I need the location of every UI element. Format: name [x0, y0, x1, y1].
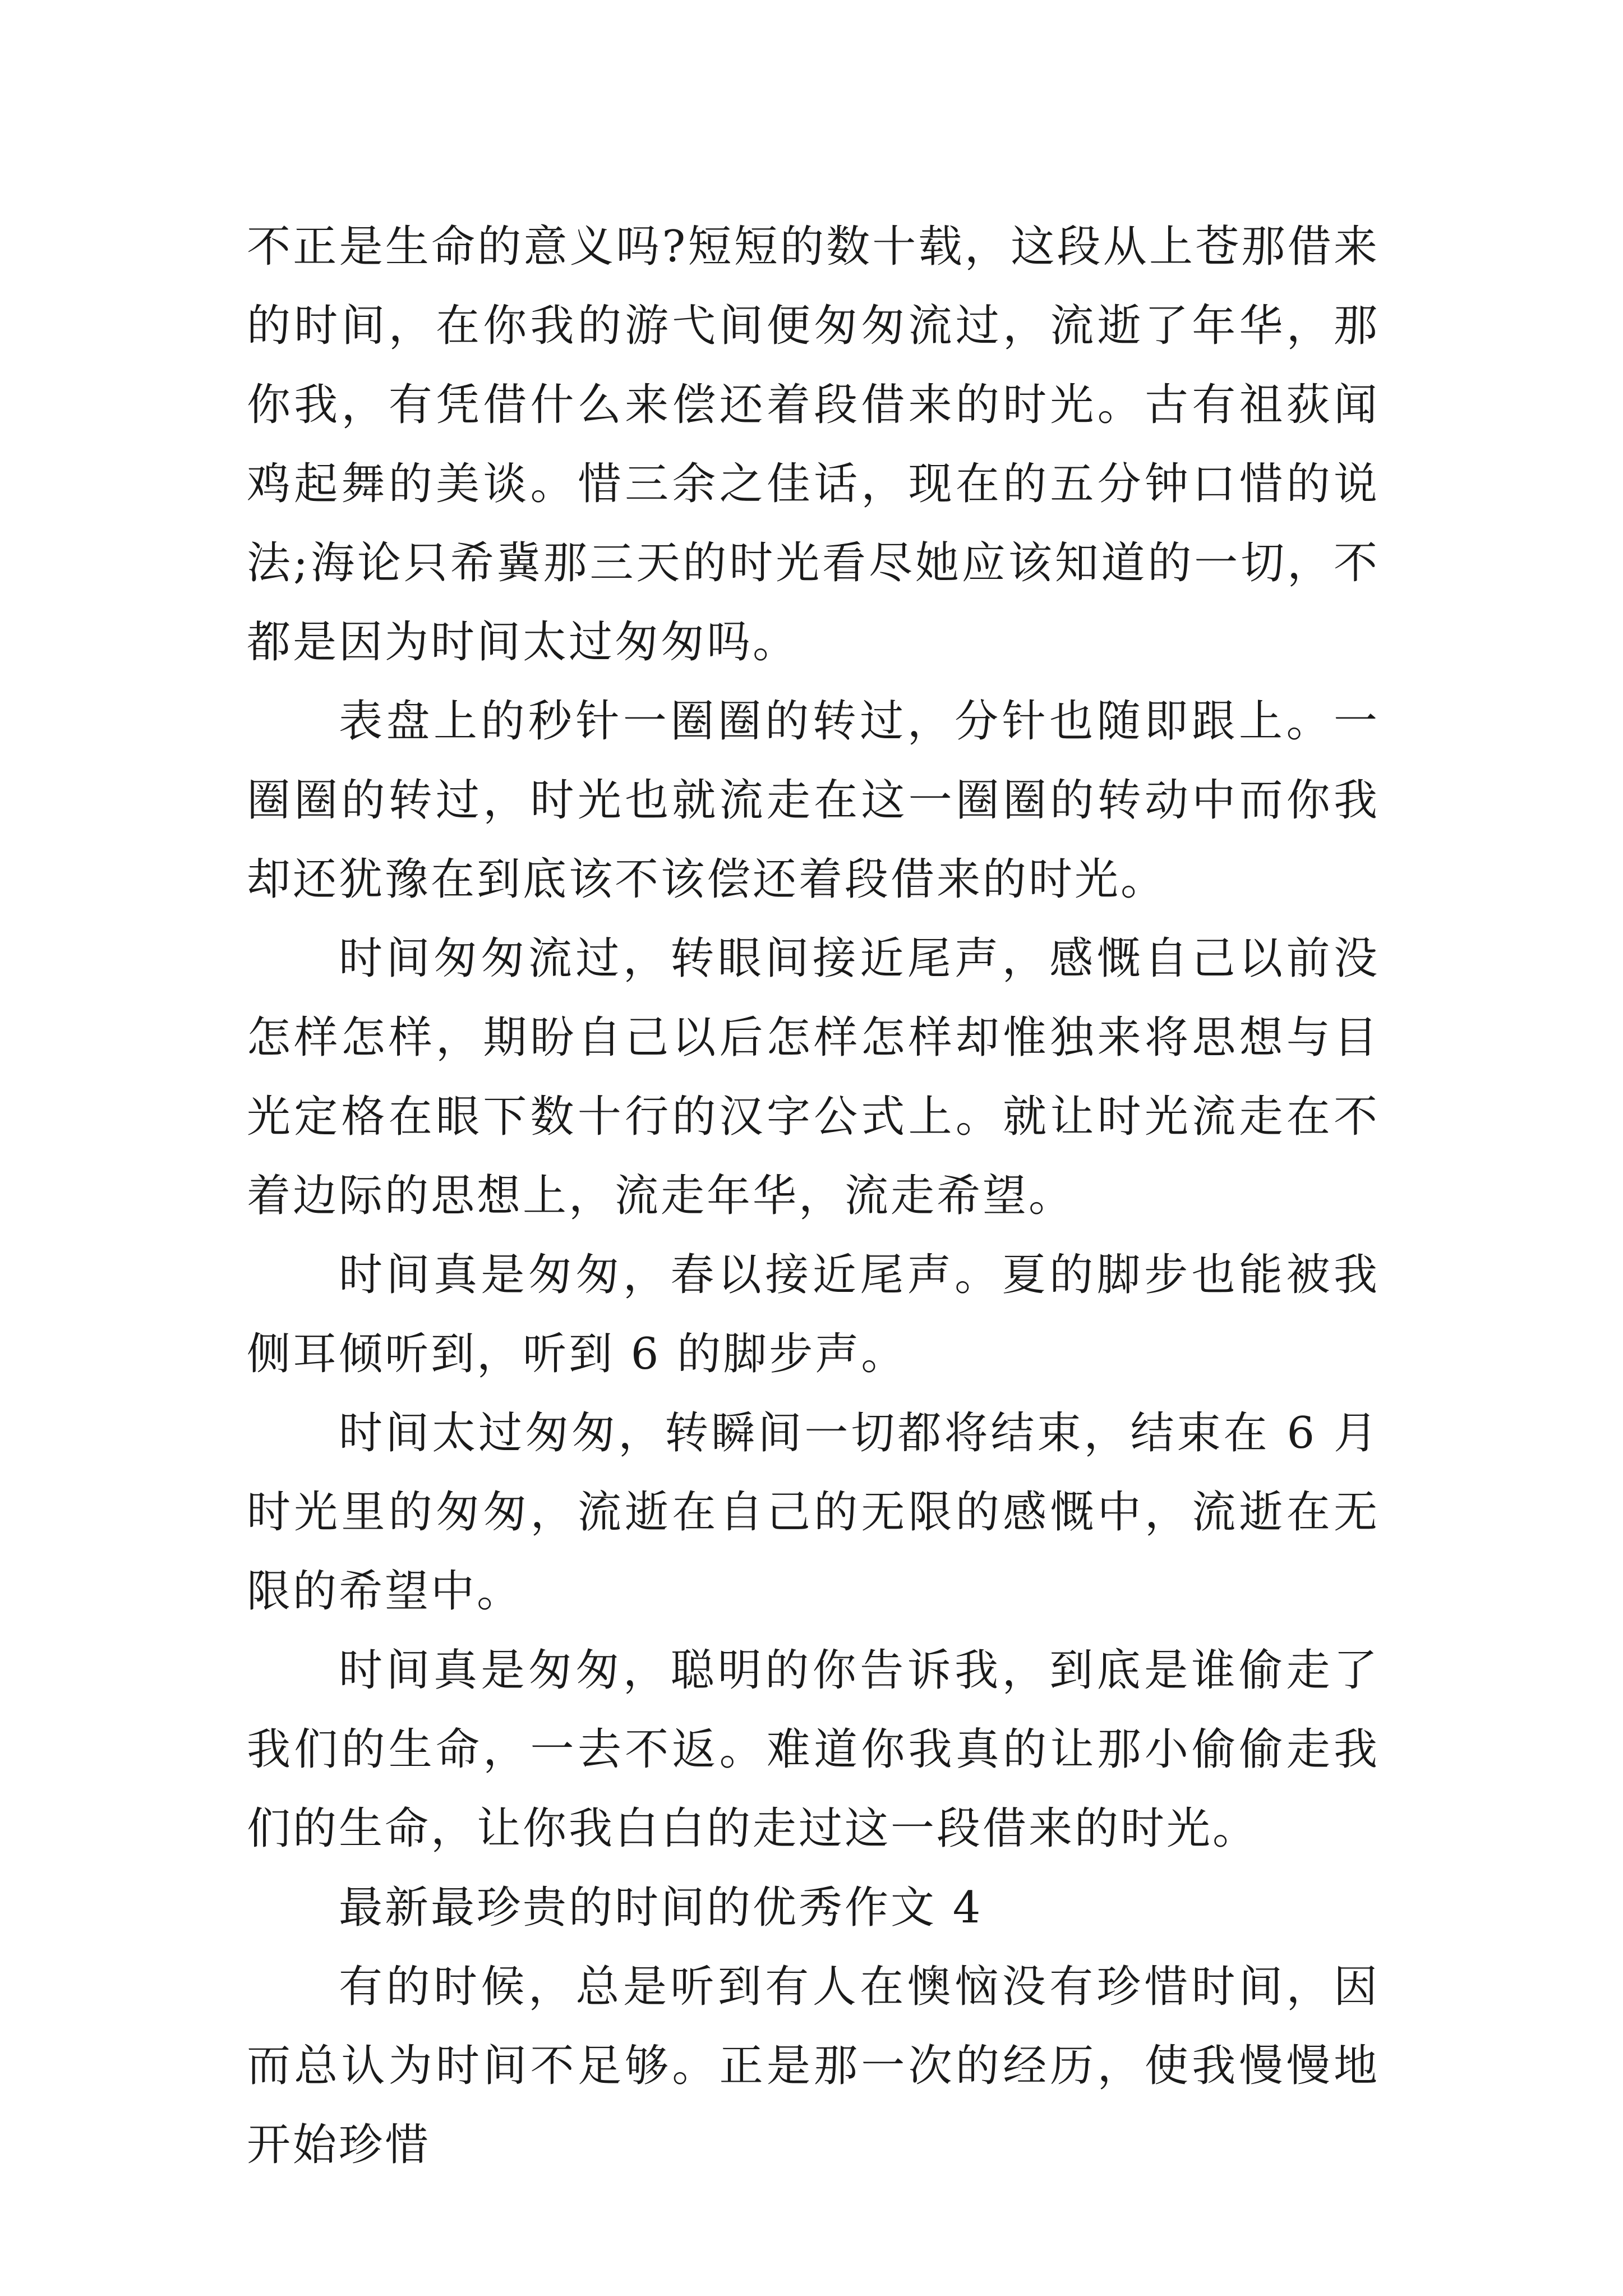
paragraph: 时间匆匆流过，转眼间接近尾声，感慨自己以前没怎样怎样，期盼自己以后怎样怎样却惟独来将思想与目光定格在眼下数十行的汉字公式上。就让时光流走在不着边际的思想上，流走年华，流走希望。 — [247, 933, 1380, 1221]
paragraph: 表盘上的秒针一圈圈的转过，分针也随即跟上。一圈圈的转过，时光也就流走在这一圈圈的转动中而你我却还犹豫在到底该不该偿还着段借来的时光。 — [247, 696, 1380, 905]
paragraph: 有的时候，总是听到有人在懊恼没有珍惜时间，因而总认为时间不足够。正是那一次的经历，使我慢慢地开始珍惜 — [247, 1962, 1380, 2170]
paragraph: 不正是生命的意义吗?短短的数十载，这段从上苍那借来的时间，在你我的游弋间便匆匆流过，流逝了年华，那你我，有凭借什么来偿还着段借来的时光。古有祖荻闻鸡起舞的美谈。惜三余之佳话，现在的五分钟口惜的说法;海论只希冀那三天的时光看尽她应该知道的一切，不都是因为时间太过匆匆吗。 — [247, 222, 1380, 668]
paragraph: 时间真是匆匆，春以接近尾声。夏的脚步也能被我侧耳倾听到，听到 6 的脚步声。 — [247, 1250, 1380, 1379]
document-body — [247, 208, 1380, 2185]
paragraph: 时间真是匆匆，聪明的你告诉我，到底是谁偷走了我们的生命，一去不返。难道你我真的让那小偷偷走我们的生命，让你我白白的走过这一段借来的时光。 — [247, 1645, 1380, 1854]
section-heading: 最新最珍贵的时间的优秀作文 4 — [339, 1883, 983, 1933]
paragraph: 时间太过匆匆，转瞬间一切都将结束，结束在 6 月时光里的匆匆，流逝在自己的无限的感慨中，流逝在无限的希望中。 — [247, 1408, 1380, 1617]
